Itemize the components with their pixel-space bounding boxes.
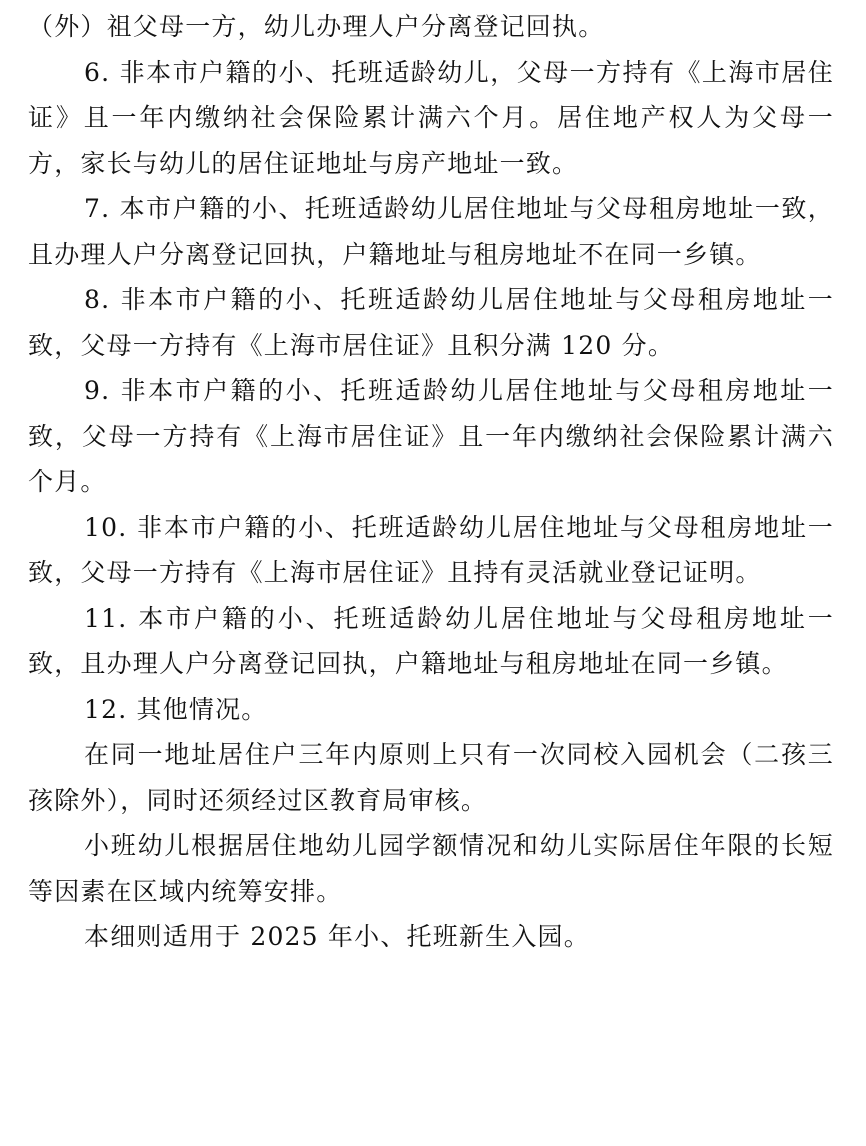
paragraph-item-6: 6. 非本市户籍的小、托班适龄幼儿，父母一方持有《上海市居住证》且一年内缴纳社会保险累计满六个月。居住地产权人为父母一方，家长与幼儿的居住证地址与房产地址一致。	[28, 57, 834, 178]
paragraph-applicability: 本细则适用于 2025 年小、托班新生入园。	[84, 922, 590, 951]
paragraph-item-7: 7. 本市户籍的小、托班适龄幼儿居住地址与父母租房地址一致，且办理人户分离登记回执，户籍地址与租房地址不在同一乡镇。	[28, 194, 834, 269]
paragraph-small-class-arrangement: 小班幼儿根据居住地幼儿园学额情况和幼儿实际居住年限的长短等因素在区域内统筹安排。	[28, 831, 834, 906]
paragraph-same-address-rule: 在同一地址居住户三年内原则上只有一次同校入园机会（二孩三孩除外），同时还须经过区教育局审核。	[28, 740, 834, 815]
paragraph-item-11: 11. 本市户籍的小、托班适龄幼儿居住地址与父母租房地址一致，且办理人户分离登记回执，户籍地址与租房地址在同一乡镇。	[28, 603, 834, 678]
paragraph-item-8: 8. 非本市户籍的小、托班适龄幼儿居住地址与父母租房地址一致，父母一方持有《上海市居住证》且积分满 120 分。	[28, 285, 834, 360]
paragraph-continuation: （外）祖父母一方，幼儿办理人户分离登记回执。	[28, 12, 605, 41]
paragraph-item-9: 9. 非本市户籍的小、托班适龄幼儿居住地址与父母租房地址一致，父母一方持有《上海市居住证》且一年内缴纳社会保险累计满六个月。	[28, 376, 834, 496]
paragraph-item-10: 10. 非本市户籍的小、托班适龄幼儿居住地址与父母租房地址一致，父母一方持有《上海市居住证》且持有灵活就业登记证明。	[28, 512, 834, 587]
paragraph-item-12: 12. 其他情况。	[84, 694, 268, 724]
